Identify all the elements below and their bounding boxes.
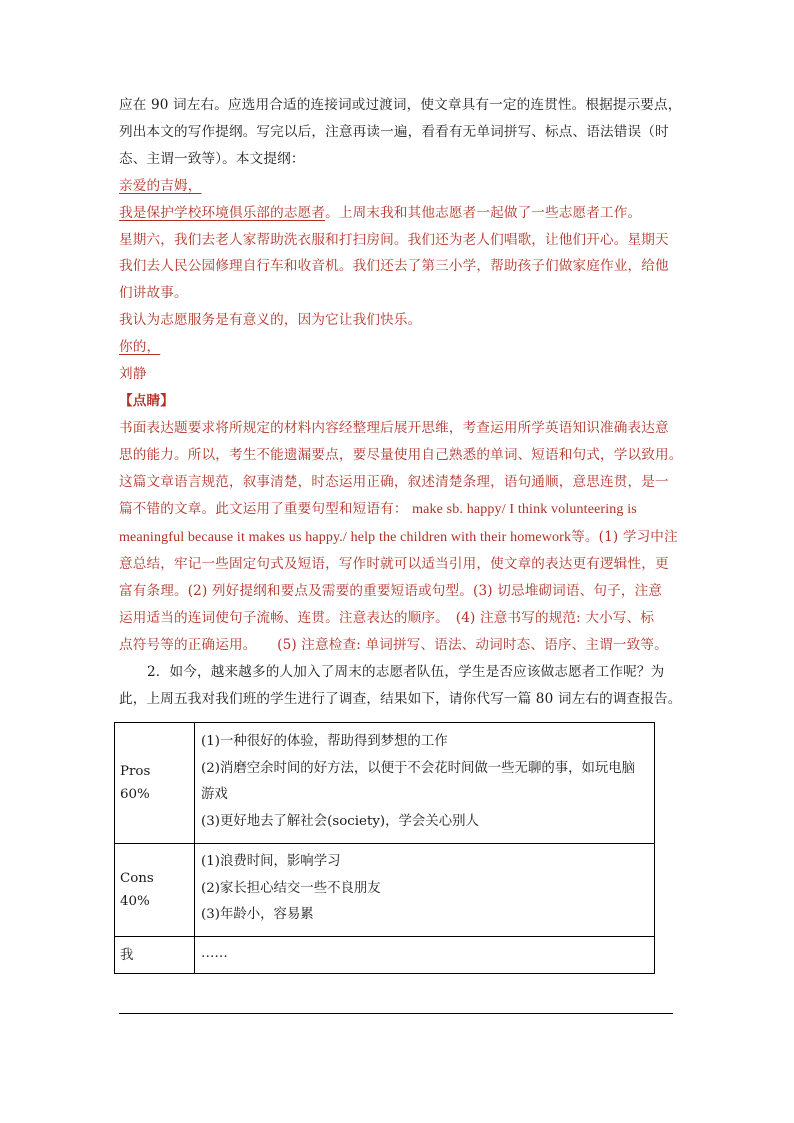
comment-line-en: meaningful because it makes us happy./ help the children with their homework xyxy=(119,529,572,545)
row-label-cell xyxy=(115,937,195,974)
comment-line: 富有条理。(2) 列好提纲和要点及需要的重要短语或句型。(3) 切忌堆砌词语、句子，注意 xyxy=(119,583,663,600)
table-row-me xyxy=(115,937,655,974)
outline-signature: 刘静 xyxy=(119,366,147,383)
row-content-cell xyxy=(195,723,655,844)
closing-text: 你的， xyxy=(119,339,161,356)
row-label: Cons xyxy=(120,871,154,886)
row-percent: 40% xyxy=(120,894,150,909)
survey-table xyxy=(114,722,655,974)
passage-line: 列出本文的写作提纲。写完以后，注意再读一遍，看看有无单词拼写、标点、语法错误（时 xyxy=(119,123,669,140)
table-row-pros xyxy=(115,723,655,844)
comment-line xyxy=(119,496,675,524)
question-2-line: 2．如今，越来越多的人加入了周末的志愿者队伍，学生是否应该做志愿者工作呢？为 xyxy=(147,664,665,681)
table-item: (2)家长担心结交一些不良朋友 xyxy=(201,880,381,896)
table-item: (1)浪费时间，影响学习 xyxy=(201,854,341,870)
row-label: 我 xyxy=(120,947,134,963)
intro-rest: 。上周末我和其他志愿者一起做了一些志愿者工作。 xyxy=(325,204,642,221)
greeting-text: 亲爱的吉姆， xyxy=(119,177,202,194)
table-item: (3)更好地去了解社会(society)，学会关心别人 xyxy=(201,813,479,829)
table-item: …… xyxy=(201,945,228,961)
row-content-cell xyxy=(195,937,655,974)
page-divider xyxy=(119,1013,673,1014)
comment-line: 思的能力。所以，考生不能遗漏要点，要尽量使用自己熟悉的单词、短语和句式，学以致用。 xyxy=(119,446,683,463)
row-label: Pros xyxy=(120,764,151,779)
comment-line-cn: 等。(1) 学习中注 xyxy=(571,528,678,545)
table-item: (1)一种很好的体验，帮助得到梦想的工作 xyxy=(201,734,448,749)
comment-line xyxy=(119,524,678,552)
row-percent: 60% xyxy=(120,787,150,802)
comment-line-cn: 篇不错的文章。此文运用了重要句型和短语有： xyxy=(119,500,408,517)
comment-line: 这篇文章语言规范，叙事清楚，时态运用正确，叙述清楚条理，语句通顺，意思连贯，是一 xyxy=(119,473,669,490)
comment-line-en: make sb. happy/ I think volunteering is xyxy=(412,501,637,517)
row-label-cell xyxy=(115,844,195,937)
table-item: (2)消磨空余时间的好方法，以便于不会花时间做一些无聊的事，如玩电脑 xyxy=(201,760,636,776)
outline-body-line: 们讲故事。 xyxy=(119,285,188,302)
row-label-cell xyxy=(115,723,195,844)
outline-body-line: 星期六，我们去老人家帮助洗衣服和打扫房间。我们还为老人们唱歌，让他们开心。星期天 xyxy=(119,231,669,248)
table-row-cons xyxy=(115,844,655,937)
outline-body-line: 我们去人民公园修理自行车和收音机。我们还去了第三小学，帮助孩子们做家庭作业，给他 xyxy=(119,258,669,275)
table-item: (3)年龄小，容易累 xyxy=(201,907,314,923)
comment-line: 运用适当的连词使句子流畅、连贯。注意表达的顺序。 (4) 注意书写的规范: 大小写、标 xyxy=(119,610,655,627)
comment-line: 意总结，牢记一些固定句式及短语，写作时就可以适当引用，使文章的表达更有逻辑性，更 xyxy=(119,556,669,573)
question-2-line: 此，上周五我对我们班的学生进行了调查，结果如下，请你代写一篇 80 词左右的调查报告。 xyxy=(119,690,682,707)
comment-line: 书面表达题要求将所规定的材料内容经整理后展开思维，考查运用所学英语知识准确表达意 xyxy=(119,419,669,436)
outline-body-line: 我认为志愿服务是有意义的，因为它让我们快乐。 xyxy=(119,312,422,329)
comment-heading: 【点睛】 xyxy=(119,392,174,409)
passage-line: 态、主谓一致等）。本文提纲： xyxy=(119,150,305,167)
table-item: 游戏 xyxy=(201,787,228,802)
row-content-cell xyxy=(195,844,655,937)
comment-line: 点符号等的正确运用。 (5) 注意检查: 单词拼写、语法、动词时态、语序、主谓一致等。 xyxy=(119,637,668,654)
outline-closing xyxy=(119,334,675,361)
document-page xyxy=(119,92,683,713)
outline-intro xyxy=(119,200,675,227)
passage-line: 应在 90 词左右。应选用合适的连接词或过渡词，使文章具有一定的连贯性。根据提示要点， xyxy=(119,97,682,113)
intro-underlined: 我是保护学校环境俱乐部的志愿者 xyxy=(119,204,326,221)
outline-greeting xyxy=(119,173,675,200)
